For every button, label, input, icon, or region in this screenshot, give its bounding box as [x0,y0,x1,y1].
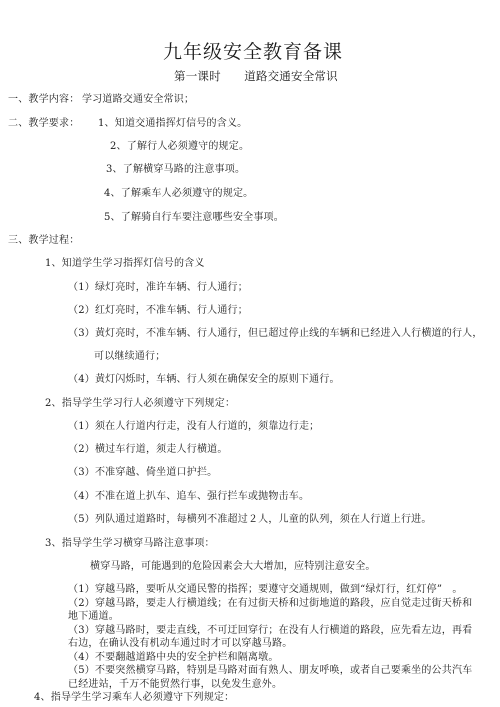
process-item: （1）穿越马路，要听从交通民警的指挥；要遵守交通规则，做到“绿灯行，红灯停” 。 [68,584,463,595]
page-title: 九年级安全教育备课 [163,41,344,63]
process-item: （1）绿灯亮时，准许车辆、行人通行； [68,282,248,293]
process-item: （2）穿越马路，要走人行横道线；在有过街天桥和过街地道的路段，应自觉走过街天桥和 [68,597,473,609]
process-item: （3）不准穿越、倚坐道口护拦。 [68,467,218,478]
process-item: （3）穿越马路时，要走直线，不可迂回穿行；在没有人行横道的路段，应先看左边，再看 [68,624,473,636]
process-item: （2）红灯亮时，不准车辆、行人通行； [68,305,248,316]
requirement-item: 4、了解乘车人必须遵守的规定。 [104,188,254,199]
process-item: （5）列队通过道路时，每横列不准超过２人，儿童的队列，须在人行道上行进。 [68,514,432,525]
process-item: （4）不要翻越道路中央的安全护栏和隔离墩。 [68,651,279,663]
process-item: （4）黄灯闪烁时，车辆、行人须在确保安全的原则下通行。 [68,374,340,385]
process-item-continuation: 可以继续通行； [94,351,166,362]
process-intro: 横穿马路，可能遇到的危险因素会大大增加，应特别注意安全。 [90,561,376,572]
process-item: （4）不准在道上扒车、追车、强行拦车或抛物击车。 [68,491,310,502]
process-item-continuation: 已经进站，千万不能贸然行事，以免发生意外。 [68,678,283,690]
process-item: （5）不要突然横穿马路，特别是马路对面有熟人、朋友呼唤，或者自己要乘坐的公共汽车 [68,665,473,676]
process-item-continuation: 地下通道。 [68,611,119,622]
section-3-label: 三、教学过程： [8,235,80,246]
requirement-item: 3、了解横穿马路的注意事项。 [106,164,246,175]
process-heading-3: 3、指导学生学习横穿马路注意事项： [45,538,215,549]
section-2-label: 二、教学要求： [8,118,80,129]
requirement-item: 2、了解行人必须遵守的规定。 [110,141,250,152]
requirement-item: 5、了解骑自行车要注意哪些安全事项。 [104,212,284,223]
process-heading-1: 1、知道学生学习指挥灯信号的含义 [45,258,205,269]
process-item: （1）须在人行道内行走，没有人行道的，须靠边行走； [68,421,320,432]
section-1-label: 一、教学内容： [8,94,80,105]
process-item: （3）黄灯亮时，不准车辆、行人通行，但已超过停止线的车辆和已经进入人行横道的行人， [68,328,483,339]
page-subtitle: 第一课时 道路交通安全常识 [174,69,338,83]
process-heading-2: 2、指导学生学习行人必须遵守下列规定： [45,398,236,409]
process-heading-4: 4、指导学生学习乘车人必须遵守下列规定： [34,692,235,703]
process-item: （2）横过车行道，须走人行横道。 [68,444,228,455]
requirement-item: 1、知道交通指挥灯信号的含义。 [98,118,248,129]
process-item-continuation: 右边，在确认没有机动车通过时才可以穿越马路。 [68,638,293,649]
section-1-text: 学习道路交通安全常识； [82,94,195,105]
